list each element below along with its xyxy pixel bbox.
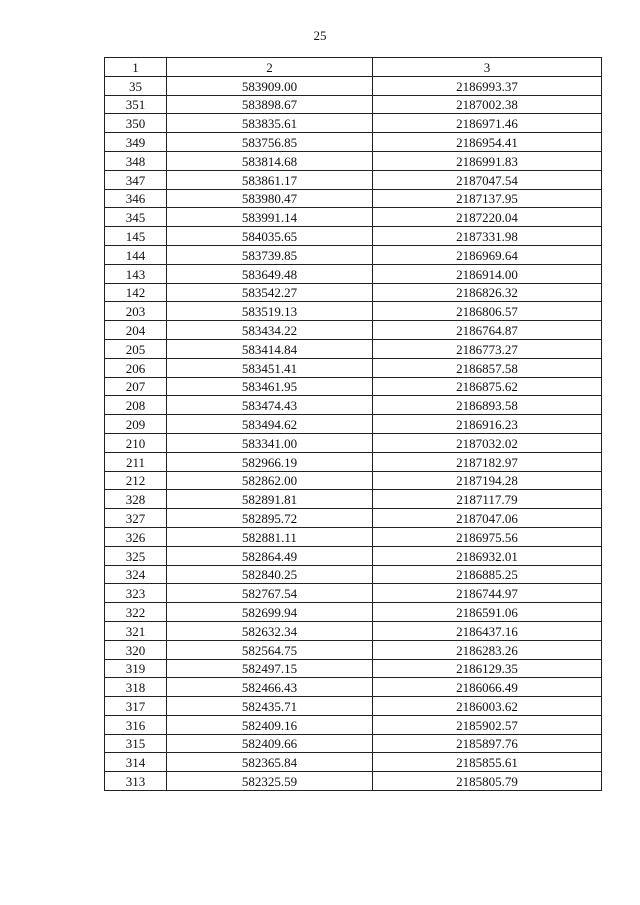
y-coordinate-cell: 2187194.28 — [373, 471, 602, 490]
x-coordinate-cell: 583861.17 — [167, 170, 373, 189]
x-coordinate-cell: 582365.84 — [167, 753, 373, 772]
y-coordinate-cell: 2185897.76 — [373, 734, 602, 753]
y-coordinate-cell: 2186914.00 — [373, 264, 602, 283]
table-row — [105, 283, 602, 302]
x-coordinate-cell: 583898.67 — [167, 95, 373, 114]
y-coordinate-cell: 2187182.97 — [373, 452, 602, 471]
table-row — [105, 697, 602, 716]
x-coordinate-cell: 582767.54 — [167, 584, 373, 603]
y-coordinate-cell: 2186885.25 — [373, 565, 602, 584]
x-coordinate-cell: 584035.65 — [167, 227, 373, 246]
y-coordinate-cell: 2186875.62 — [373, 377, 602, 396]
table-row — [105, 527, 602, 546]
point-number-cell: 328 — [105, 490, 167, 509]
point-number-cell: 326 — [105, 527, 167, 546]
table-row — [105, 170, 602, 189]
x-coordinate-cell: 582325.59 — [167, 772, 373, 791]
table-row — [105, 640, 602, 659]
x-coordinate-cell: 582891.81 — [167, 490, 373, 509]
point-number-cell: 319 — [105, 659, 167, 678]
point-number-cell: 316 — [105, 715, 167, 734]
table-row — [105, 189, 602, 208]
point-number-cell: 208 — [105, 396, 167, 415]
table-row — [105, 95, 602, 114]
y-coordinate-cell: 2186129.35 — [373, 659, 602, 678]
point-number-cell: 212 — [105, 471, 167, 490]
point-number-cell: 350 — [105, 114, 167, 133]
point-number-cell: 143 — [105, 264, 167, 283]
point-number-cell: 35 — [105, 76, 167, 95]
point-number-cell: 206 — [105, 358, 167, 377]
x-coordinate-cell: 583434.22 — [167, 321, 373, 340]
point-number-cell: 327 — [105, 509, 167, 528]
point-number-cell: 210 — [105, 433, 167, 452]
table-row — [105, 227, 602, 246]
x-coordinate-cell: 582895.72 — [167, 509, 373, 528]
table-row — [105, 753, 602, 772]
y-coordinate-cell: 2185805.79 — [373, 772, 602, 791]
y-coordinate-cell: 2187137.95 — [373, 189, 602, 208]
x-coordinate-cell: 583980.47 — [167, 189, 373, 208]
page-number: 25 — [313, 28, 327, 43]
point-number-cell: 142 — [105, 283, 167, 302]
table-row — [105, 715, 602, 734]
y-coordinate-cell: 2187047.06 — [373, 509, 602, 528]
table-row — [105, 471, 602, 490]
table-body — [105, 76, 602, 790]
x-coordinate-cell: 583649.48 — [167, 264, 373, 283]
table-row — [105, 133, 602, 152]
point-number-cell: 321 — [105, 621, 167, 640]
x-coordinate-cell: 583341.00 — [167, 433, 373, 452]
point-number-cell: 345 — [105, 208, 167, 227]
table-row — [105, 603, 602, 622]
y-coordinate-cell: 2185902.57 — [373, 715, 602, 734]
table-row — [105, 415, 602, 434]
x-coordinate-cell: 583494.62 — [167, 415, 373, 434]
y-coordinate-cell: 2186764.87 — [373, 321, 602, 340]
table-row — [105, 339, 602, 358]
y-coordinate-cell: 2186971.46 — [373, 114, 602, 133]
x-coordinate-cell: 583835.61 — [167, 114, 373, 133]
y-coordinate-cell: 2186773.27 — [373, 339, 602, 358]
y-coordinate-cell: 2186893.58 — [373, 396, 602, 415]
table-row — [105, 734, 602, 753]
x-coordinate-cell: 582966.19 — [167, 452, 373, 471]
x-coordinate-cell: 583519.13 — [167, 302, 373, 321]
table-row — [105, 302, 602, 321]
x-coordinate-cell: 583739.85 — [167, 245, 373, 264]
point-number-cell: 325 — [105, 546, 167, 565]
table-row — [105, 358, 602, 377]
table-row — [105, 208, 602, 227]
table-row — [105, 659, 602, 678]
y-coordinate-cell: 2186993.37 — [373, 76, 602, 95]
y-coordinate-cell: 2186916.23 — [373, 415, 602, 434]
point-number-cell: 324 — [105, 565, 167, 584]
table-row — [105, 565, 602, 584]
point-number-cell: 211 — [105, 452, 167, 471]
column-header-2: 2 — [167, 58, 373, 77]
point-number-cell: 209 — [105, 415, 167, 434]
x-coordinate-cell: 582881.11 — [167, 527, 373, 546]
point-number-cell: 314 — [105, 753, 167, 772]
table-row — [105, 264, 602, 283]
table-row — [105, 621, 602, 640]
table-header-row — [105, 58, 602, 77]
table-row — [105, 546, 602, 565]
point-number-cell: 317 — [105, 697, 167, 716]
x-coordinate-cell: 583414.84 — [167, 339, 373, 358]
y-coordinate-cell: 2185855.61 — [373, 753, 602, 772]
point-number-cell: 313 — [105, 772, 167, 791]
point-number-cell: 145 — [105, 227, 167, 246]
y-coordinate-cell: 2186591.06 — [373, 603, 602, 622]
x-coordinate-cell: 582409.16 — [167, 715, 373, 734]
y-coordinate-cell: 2186066.49 — [373, 678, 602, 697]
coordinates-table — [104, 57, 602, 791]
table-row — [105, 452, 602, 471]
y-coordinate-cell: 2187220.04 — [373, 208, 602, 227]
table-row — [105, 396, 602, 415]
point-number-cell: 349 — [105, 133, 167, 152]
table-row — [105, 433, 602, 452]
table-row — [105, 151, 602, 170]
table-row — [105, 377, 602, 396]
x-coordinate-cell: 583991.14 — [167, 208, 373, 227]
table-row — [105, 490, 602, 509]
x-coordinate-cell: 583474.43 — [167, 396, 373, 415]
x-coordinate-cell: 583814.68 — [167, 151, 373, 170]
x-coordinate-cell: 582497.15 — [167, 659, 373, 678]
x-coordinate-cell: 582435.71 — [167, 697, 373, 716]
y-coordinate-cell: 2186806.57 — [373, 302, 602, 321]
y-coordinate-cell: 2186744.97 — [373, 584, 602, 603]
y-coordinate-cell: 2187331.98 — [373, 227, 602, 246]
x-coordinate-cell: 582564.75 — [167, 640, 373, 659]
table-row — [105, 114, 602, 133]
x-coordinate-cell: 583451.41 — [167, 358, 373, 377]
y-coordinate-cell: 2186003.62 — [373, 697, 602, 716]
y-coordinate-cell: 2186932.01 — [373, 546, 602, 565]
column-header-3: 3 — [373, 58, 602, 77]
table-row — [105, 245, 602, 264]
y-coordinate-cell: 2186975.56 — [373, 527, 602, 546]
point-number-cell: 347 — [105, 170, 167, 189]
y-coordinate-cell: 2186969.64 — [373, 245, 602, 264]
y-coordinate-cell: 2186437.16 — [373, 621, 602, 640]
table-row — [105, 509, 602, 528]
y-coordinate-cell: 2186283.26 — [373, 640, 602, 659]
point-number-cell: 203 — [105, 302, 167, 321]
x-coordinate-cell: 582699.94 — [167, 603, 373, 622]
table-row — [105, 321, 602, 340]
x-coordinate-cell: 582864.49 — [167, 546, 373, 565]
table-row — [105, 584, 602, 603]
y-coordinate-cell: 2187117.79 — [373, 490, 602, 509]
x-coordinate-cell: 583909.00 — [167, 76, 373, 95]
point-number-cell: 346 — [105, 189, 167, 208]
point-number-cell: 348 — [105, 151, 167, 170]
x-coordinate-cell: 582840.25 — [167, 565, 373, 584]
column-header-1: 1 — [105, 58, 167, 77]
y-coordinate-cell: 2186857.58 — [373, 358, 602, 377]
x-coordinate-cell: 582862.00 — [167, 471, 373, 490]
point-number-cell: 318 — [105, 678, 167, 697]
point-number-cell: 320 — [105, 640, 167, 659]
x-coordinate-cell: 583756.85 — [167, 133, 373, 152]
x-coordinate-cell: 583542.27 — [167, 283, 373, 302]
y-coordinate-cell: 2187047.54 — [373, 170, 602, 189]
point-number-cell: 322 — [105, 603, 167, 622]
x-coordinate-cell: 582632.34 — [167, 621, 373, 640]
table-row — [105, 772, 602, 791]
y-coordinate-cell: 2186826.32 — [373, 283, 602, 302]
table-row — [105, 678, 602, 697]
y-coordinate-cell: 2186991.83 — [373, 151, 602, 170]
point-number-cell: 315 — [105, 734, 167, 753]
point-number-cell: 204 — [105, 321, 167, 340]
point-number-cell: 205 — [105, 339, 167, 358]
y-coordinate-cell: 2187002.38 — [373, 95, 602, 114]
x-coordinate-cell: 582409.66 — [167, 734, 373, 753]
table-row — [105, 76, 602, 95]
y-coordinate-cell: 2187032.02 — [373, 433, 602, 452]
point-number-cell: 144 — [105, 245, 167, 264]
y-coordinate-cell: 2186954.41 — [373, 133, 602, 152]
point-number-cell: 323 — [105, 584, 167, 603]
point-number-cell: 351 — [105, 95, 167, 114]
x-coordinate-cell: 583461.95 — [167, 377, 373, 396]
x-coordinate-cell: 582466.43 — [167, 678, 373, 697]
point-number-cell: 207 — [105, 377, 167, 396]
